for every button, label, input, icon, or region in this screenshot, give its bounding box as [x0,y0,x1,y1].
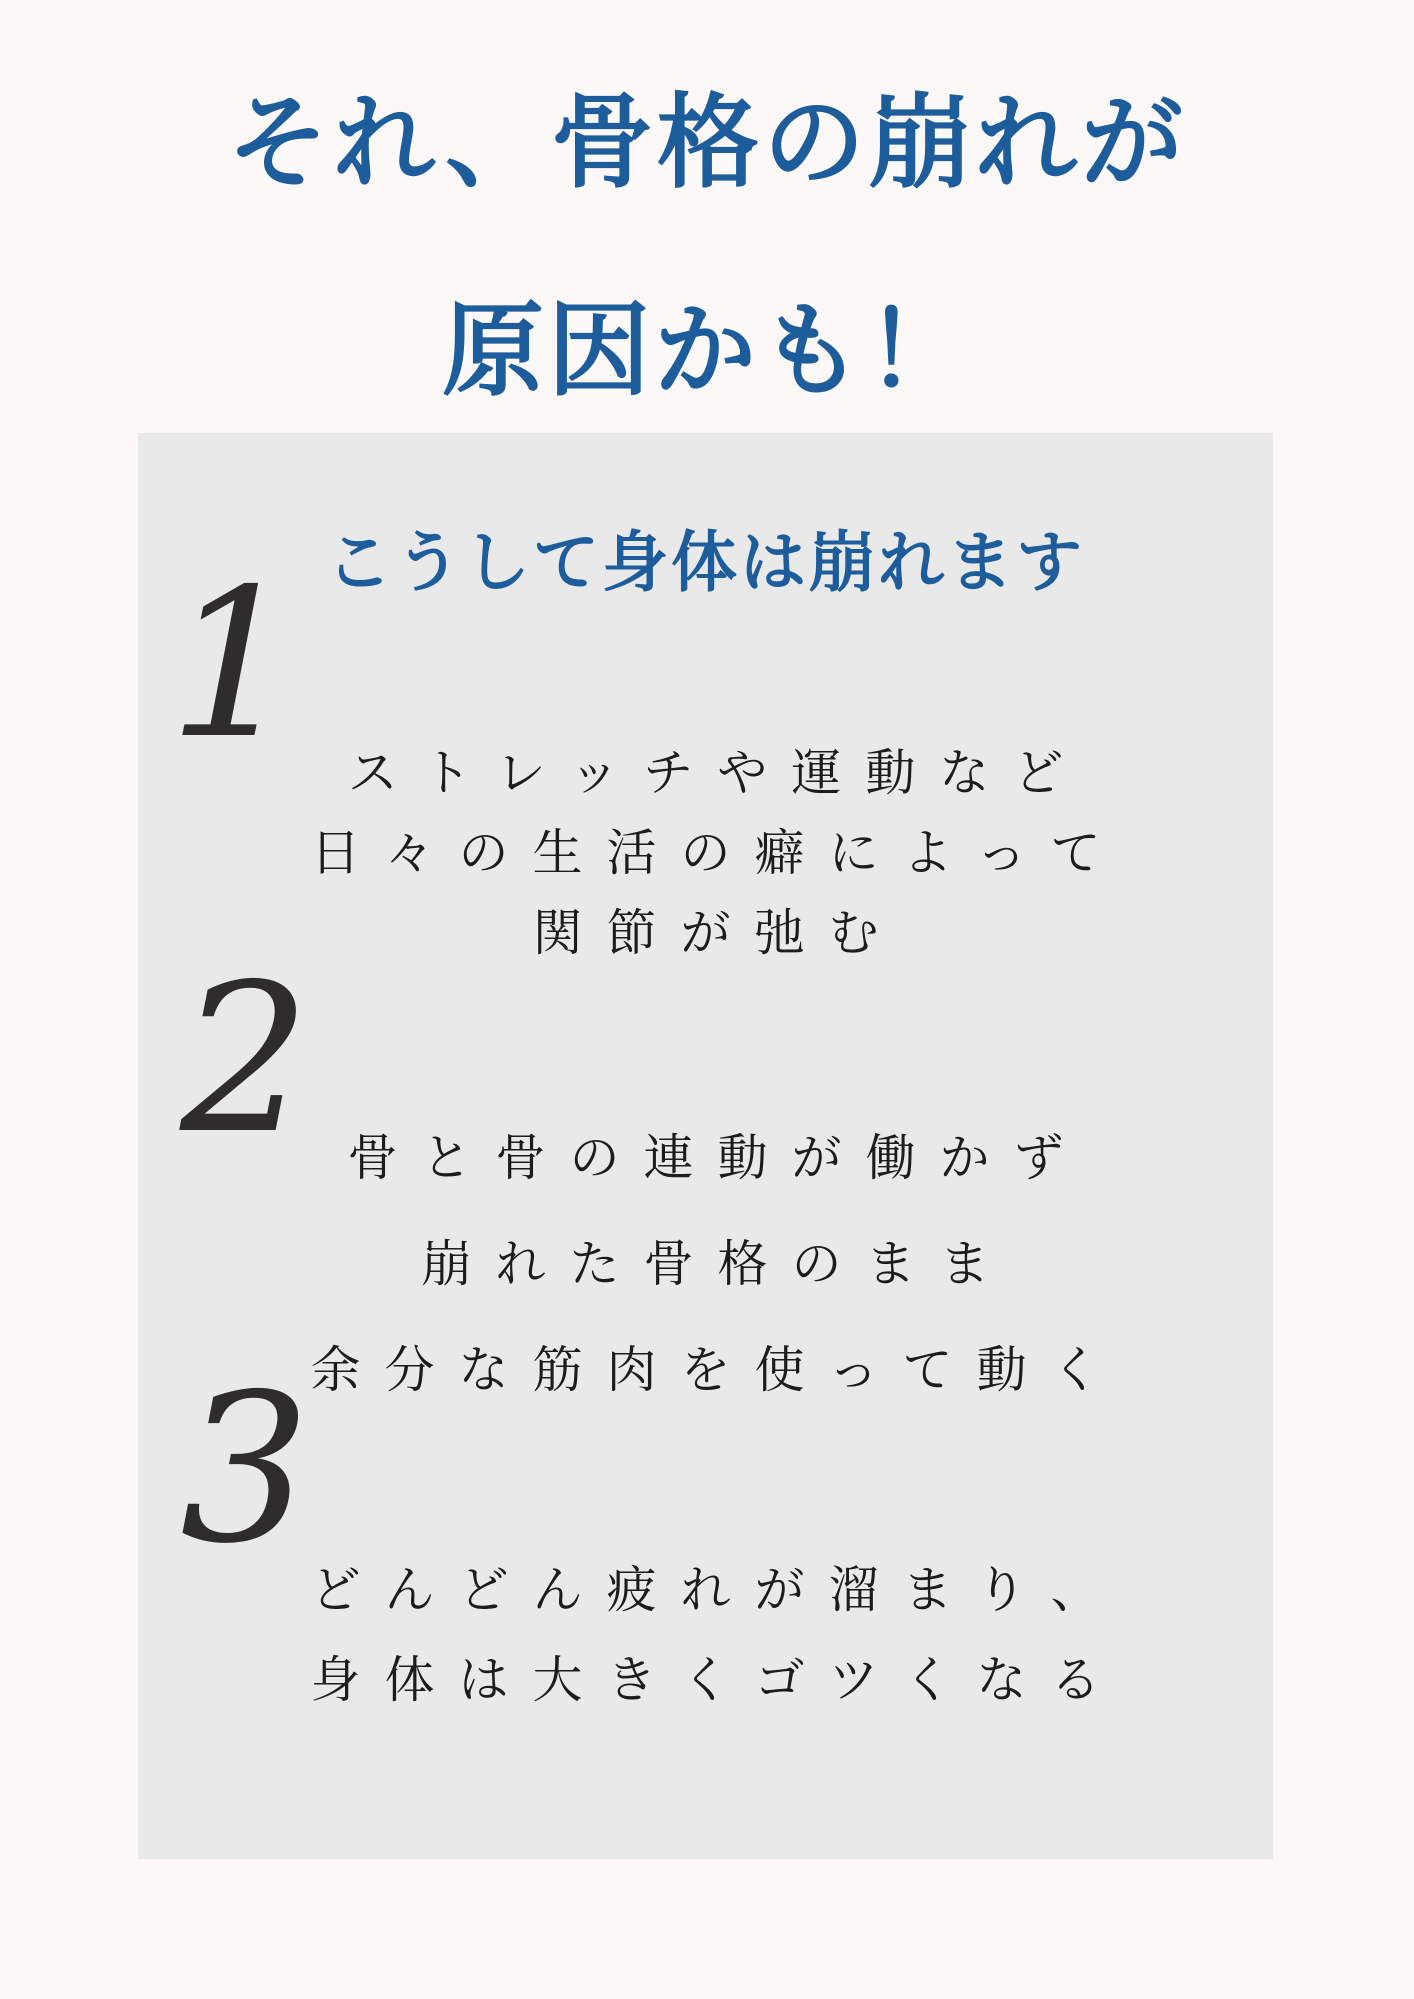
content-panel [138,433,1273,1859]
step-2-number: 2 [180,941,311,1179]
step-3-number: 3 [180,1351,311,1589]
step-1-text [138,733,1273,973]
step-1-line-3: 関節が弛む [532,904,903,962]
panel-heading: こうして身体は崩れます [326,524,1085,601]
step-2-line-1: 骨と骨の連動が働かず [347,1129,1088,1187]
step-3-line-2: 身体は大きくゴツくなる [310,1651,1125,1709]
step-3-text [138,1545,1273,1725]
poster-title-line-1: それ、骨格の崩れが [226,84,1188,203]
step-2-line-2: 崩れた骨格のまま [421,1235,1014,1293]
step-1-line-2: 日々の生活の癖によって [310,824,1125,882]
step-1-number: 1 [168,546,299,784]
step-1-line-1: ストレッチや運動など [347,744,1088,802]
step-3-line-1: どんどん疲れが溜まり、 [310,1561,1125,1619]
poster-title-line-2: 原因かも！ [442,292,972,411]
step-2-line-3: 余分な筋肉を使って動く [310,1341,1125,1399]
